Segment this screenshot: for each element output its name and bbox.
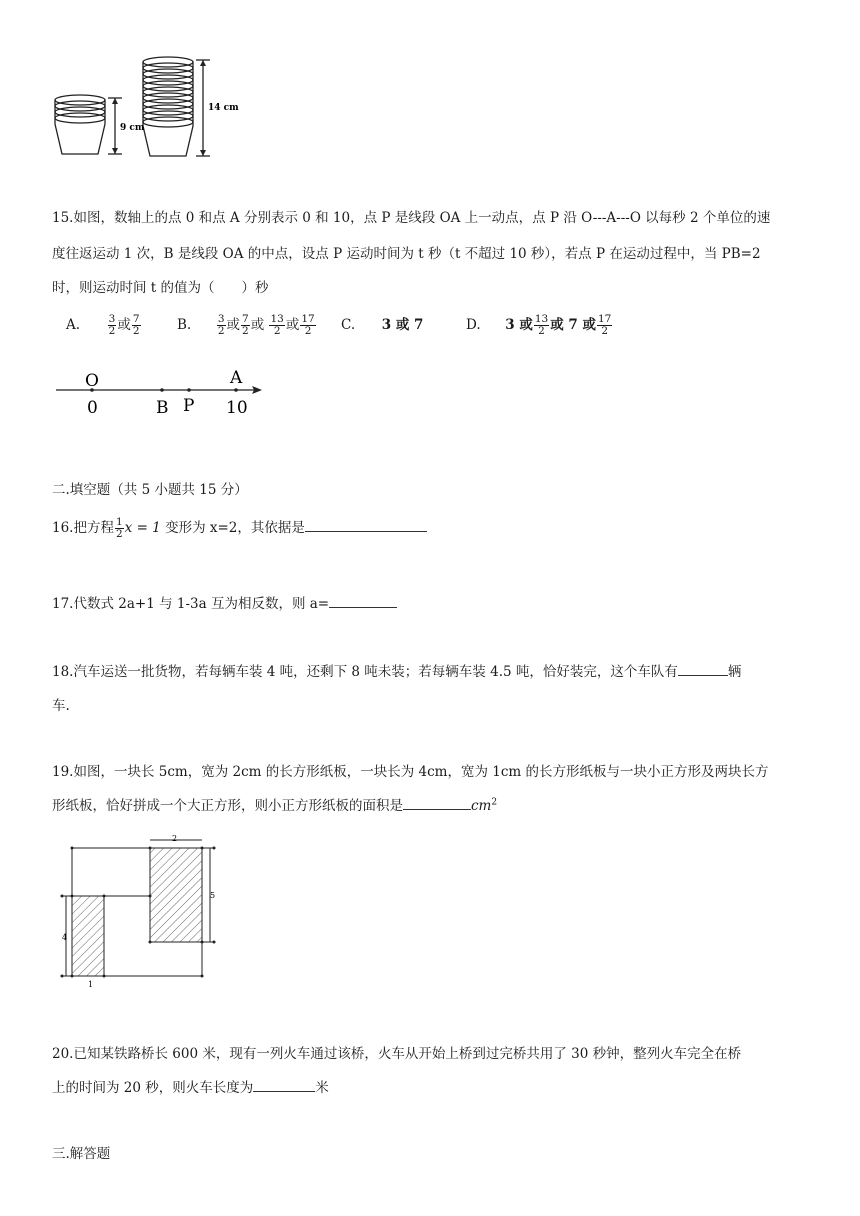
q15-line2: 度往返运动 1 次，B 是线段 OA 的中点，设点 P 运动时间为 t 秒（t 不超过 10 秒），若点 P 在运动过程中，当 PB=2 xyxy=(52,246,761,262)
point-b-label: B xyxy=(156,398,169,418)
q15-option-b: B. $\frac{3}{2}$ 或 $\frac{7}{2}$ 或 $\frac{13}{2}$ 或 $\frac{17}{2}$ xyxy=(177,313,315,337)
q16: 16.把方程 $\frac{1}{2}$ x = 1 变形为 x=2，其依据是 xyxy=(52,516,427,540)
q15-line3: 时，则运动时间 t 的值为（ ）秒 xyxy=(52,280,269,296)
q16-fraction: $\frac{1}{2}$ xyxy=(115,516,123,540)
point-a-label: A xyxy=(230,368,243,388)
q15-option-d: D. 3 或 $\frac{13}{2}$ 或 7 或 $\frac{17}{2}$ xyxy=(466,313,612,337)
ten-label: 10 xyxy=(226,398,248,418)
frac-7-2: $\frac{7}{2}$ xyxy=(132,313,140,337)
frac-3-2: $\frac{3}{2}$ xyxy=(108,313,116,337)
option-c-label: C. xyxy=(341,317,356,333)
cups-left-height: 9 cm xyxy=(120,123,145,133)
square-tiling-figure xyxy=(52,832,222,990)
q16-answer-blank[interactable] xyxy=(305,519,427,532)
q20-line2: 上的时间为 20 秒，则火车长度为 米 xyxy=(52,1080,329,1096)
zero-label: 0 xyxy=(87,398,98,418)
q18-line1: 18.汽车运送一批货物，若每辆车装 4 吨，还剩下 8 吨未装；若每辆车装 4.5 吨，恰好装完，这个车队有 辆 xyxy=(52,664,742,680)
q20-answer-blank[interactable] xyxy=(253,1079,315,1092)
figure-label-five: 5 xyxy=(210,891,216,900)
number-line-figure xyxy=(52,364,272,422)
point-p-label: P xyxy=(183,396,195,416)
q17: 17.代数式 2a+1 与 1-3a 互为相反数，则 a= xyxy=(52,592,397,612)
cups-right-height: 14 cm xyxy=(208,103,239,113)
option-b-label: B. xyxy=(177,317,192,333)
q15-option-c xyxy=(341,313,423,333)
q19-line2: 形纸板，恰好拼成一个大正方形，则小正方形纸板的面积是 $cm^2$ xyxy=(52,797,498,814)
option-c-text: 3 或 7 xyxy=(381,317,424,333)
q15-line1: 15.如图，数轴上的点 0 和点 A 分别表示 0 和 10，点 P 是线段 OA 上一动点，点 P 沿 O---A---O 以每秒 2 个单位的速 xyxy=(52,210,771,226)
figure-label-two: 2 xyxy=(172,834,178,843)
section2-title: 二.填空题（共 5 小题共 15 分） xyxy=(52,482,248,498)
q18-answer-blank[interactable] xyxy=(678,663,728,676)
section3-title: 三.解答题 xyxy=(52,1146,111,1162)
q19-line1: 19.如图，一块长 5cm，宽为 2cm 的长方形纸板，一块长为 4cm，宽为 1cm 的长方形纸板与一块小正方形及两块长方 xyxy=(52,764,769,780)
figure-label-one: 1 xyxy=(88,980,94,989)
q17-answer-blank[interactable] xyxy=(329,595,397,608)
point-o-label: O xyxy=(85,371,99,391)
q20-line1: 20.已知某铁路桥长 600 米，现有一列火车通过该桥，火车从开始上桥到过完桥共用了 30 秒钟，整列火车完全在桥 xyxy=(52,1046,742,1062)
q18-line2: 车. xyxy=(52,698,70,714)
cups-figure xyxy=(50,54,240,162)
option-a-label: A. xyxy=(66,317,81,333)
option-d-label: D. xyxy=(466,317,481,333)
figure-label-four: 4 xyxy=(62,933,68,942)
q15-option-a: A. $\frac{3}{2}$ 或 $\frac{7}{2}$ xyxy=(66,313,140,337)
q19-answer-blank[interactable] xyxy=(403,797,471,810)
